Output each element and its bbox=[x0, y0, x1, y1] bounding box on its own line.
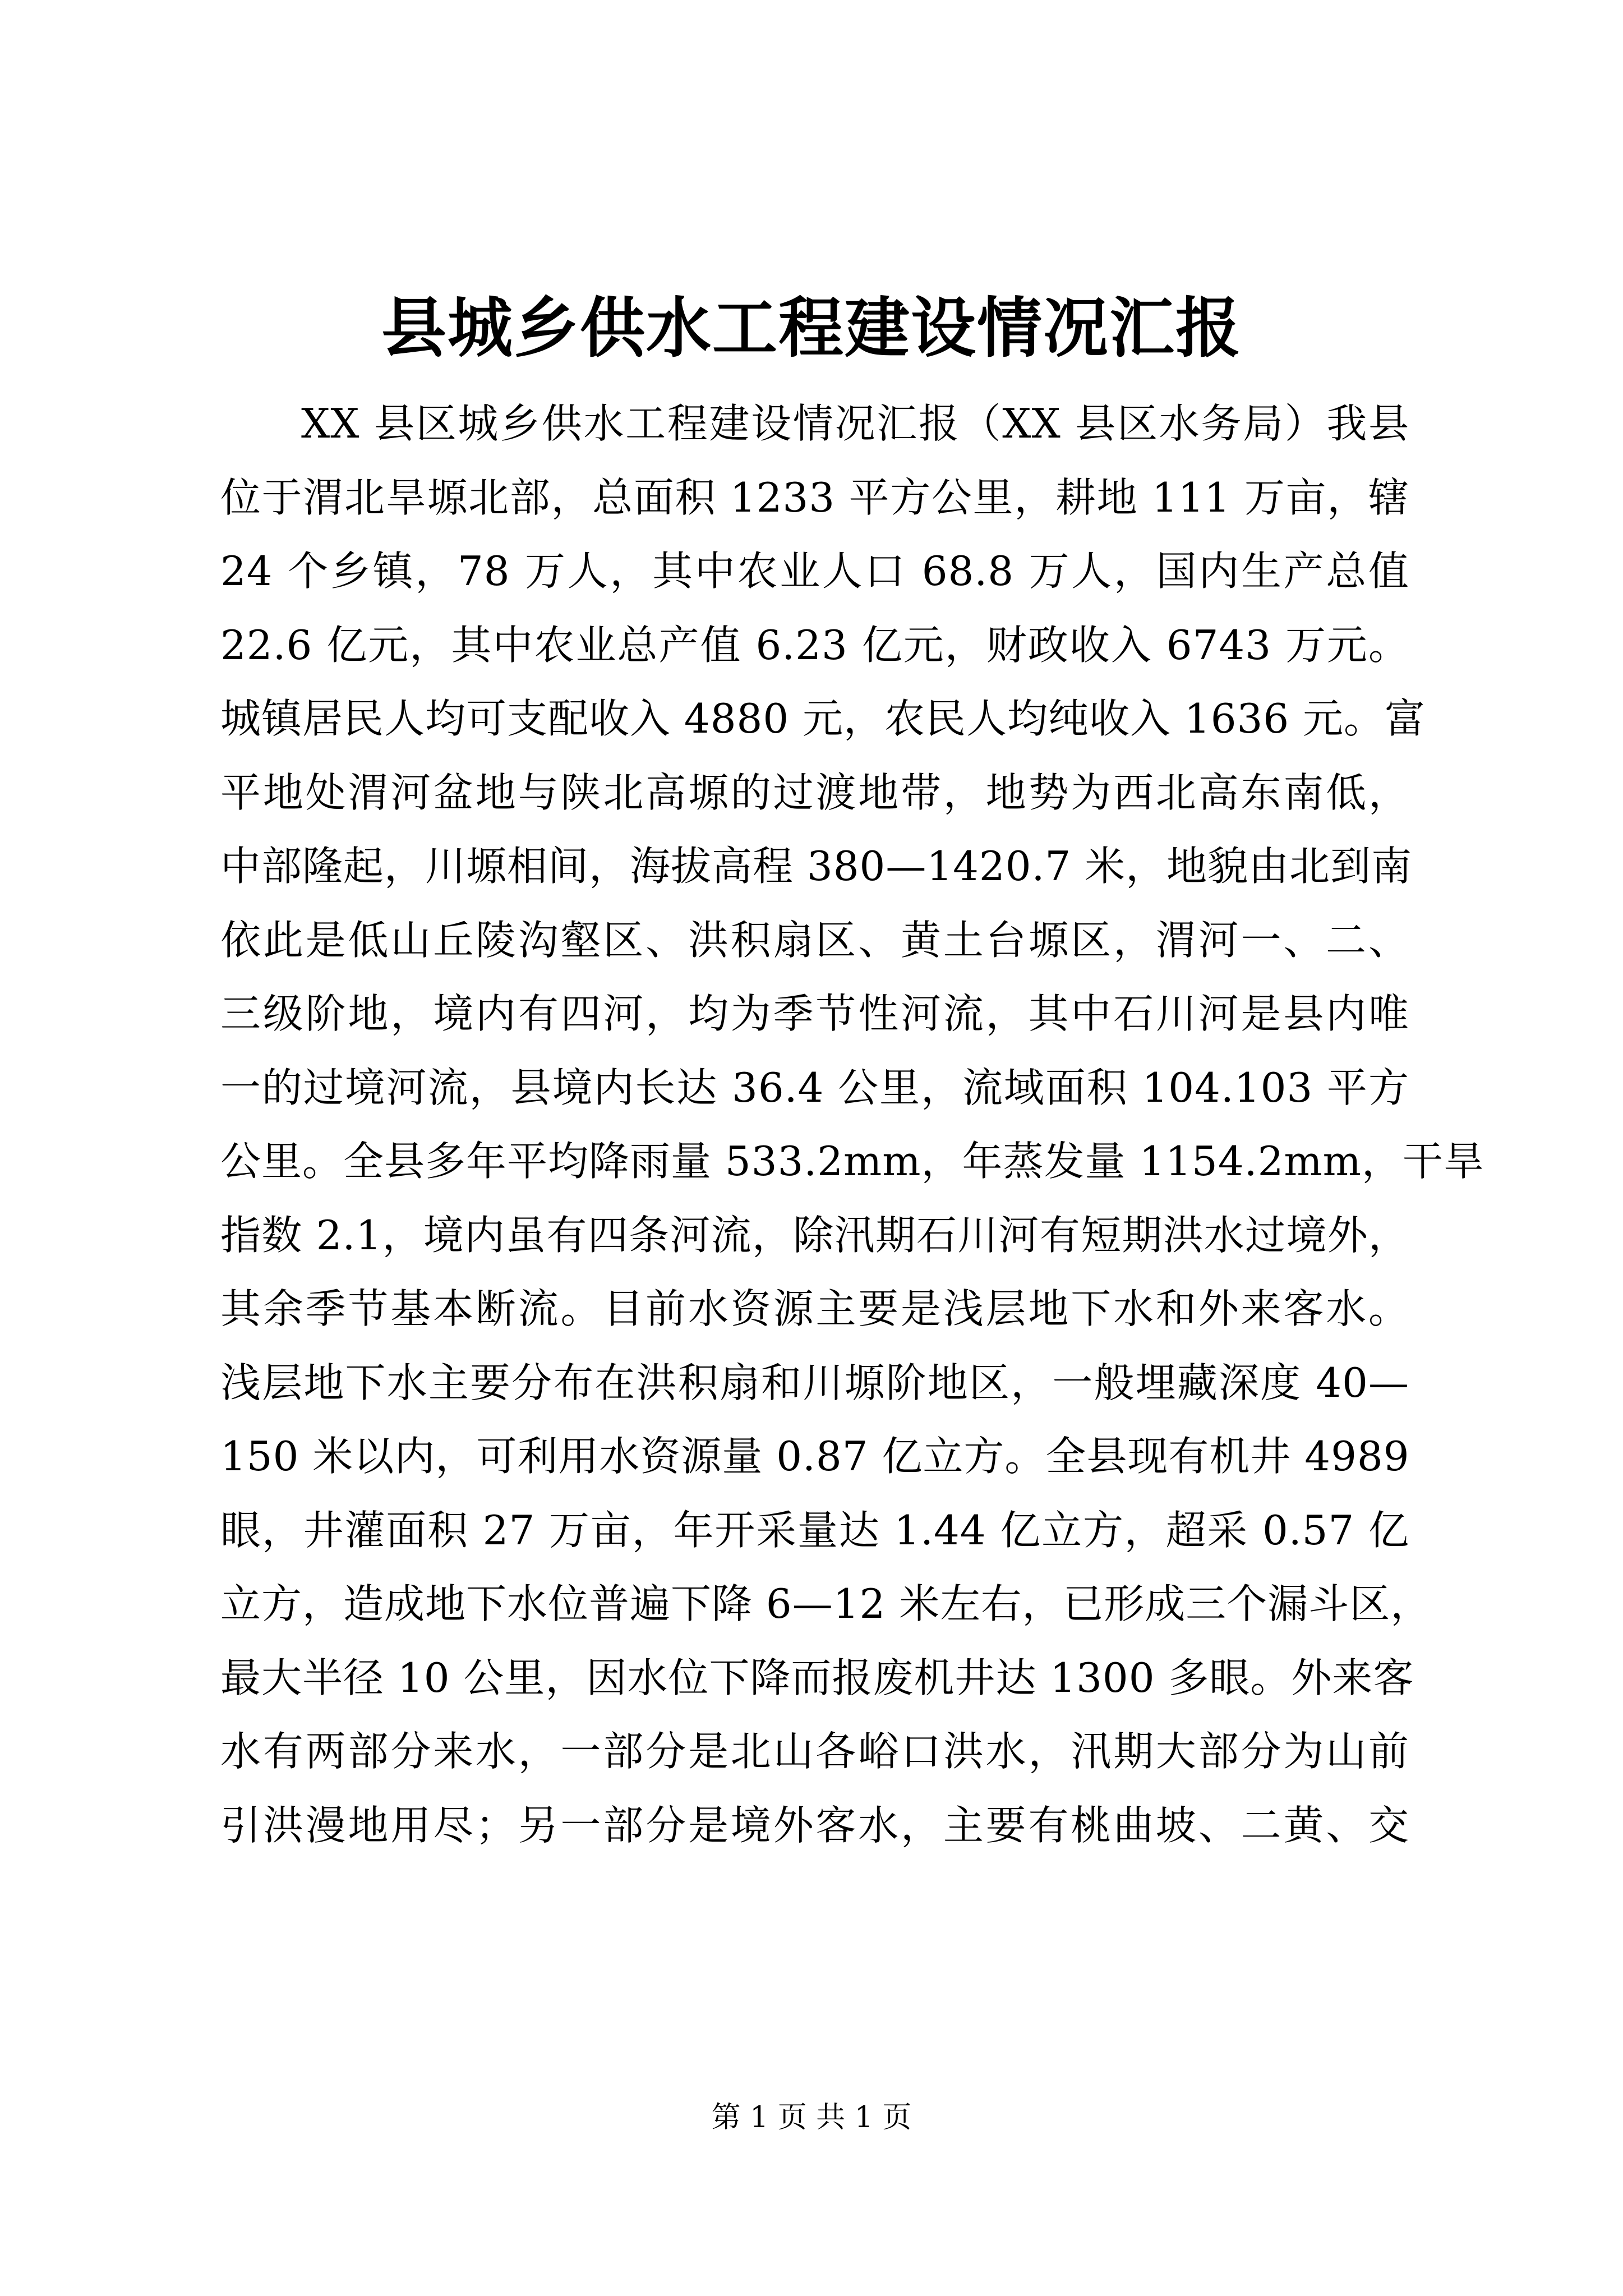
body-line: 公里。全县多年平均降雨量 533.2mm，年蒸发量 1154.2mm，干旱 bbox=[220, 1138, 1484, 1185]
body-line: 150 米以内，可利用水资源量 0.87 亿立方。全县现有机井 4989 bbox=[220, 1433, 1410, 1480]
document-body bbox=[220, 387, 1484, 1862]
body-line: 一的过境河流，县境内长达 36.4 公里，流域面积 104.103 平方 bbox=[220, 1064, 1409, 1111]
body-line: 其余季节基本断流。目前水资源主要是浅层地下水和外来客水。 bbox=[220, 1285, 1409, 1332]
body-line: 24 个乡镇，78 万人，其中农业人口 68.8 万人，国内生产总值 bbox=[220, 547, 1409, 595]
body-line: 眼，井灌面积 27 万亩，年开采量达 1.44 亿立方，超采 0.57 亿 bbox=[220, 1506, 1409, 1554]
body-line: 最大半径 10 公里，因水位下降而报废机井达 1300 多眼。外来客 bbox=[220, 1654, 1414, 1701]
body-line: 平地处渭河盆地与陕北高塬的过渡地带，地势为西北高东南低， bbox=[220, 769, 1409, 816]
page-footer: 第 1 页 共 1 页 bbox=[711, 2101, 912, 2134]
body-line: 中部隆起，川塬相间，海拔高程 380—1420.7 米，地貌由北到南 bbox=[220, 843, 1413, 890]
body-line: 22.6 亿元，其中农业总产值 6.23 亿元，财政收入 6743 万元。 bbox=[220, 621, 1409, 669]
body-line: 位于渭北旱塬北部，总面积 1233 平方公里，耕地 111 万亩，辖 bbox=[220, 473, 1409, 521]
document-title: 县城乡供水工程建设情况汇报 bbox=[381, 290, 1242, 366]
body-line: XX 县区城乡供水工程建设情况汇报（XX 县区水务局）我县 bbox=[301, 400, 1409, 447]
body-line: 引洪漫地用尽；另一部分是境外客水，主要有桃曲坡、二黄、交 bbox=[220, 1801, 1409, 1849]
body-line: 指数 2.1，境内虽有四条河流，除汛期石川河有短期洪水过境外， bbox=[220, 1211, 1409, 1259]
body-line: 三级阶地，境内有四河，均为季节性河流，其中石川河是县内唯 bbox=[220, 990, 1409, 1037]
body-line: 水有两部分来水，一部分是北山各峪口洪水，汛期大部分为山前 bbox=[220, 1728, 1409, 1775]
body-line: 浅层地下水主要分布在洪积扇和川塬阶地区，一般埋藏深度 40— bbox=[220, 1359, 1409, 1406]
body-line: 城镇居民人均可支配收入 4880 元，农民人均纯收入 1636 元。富 bbox=[220, 695, 1426, 742]
body-line: 依此是低山丘陵沟壑区、洪积扇区、黄土台塬区，渭河一、二、 bbox=[220, 916, 1409, 964]
body-line: 立方，造成地下水位普遍下降 6—12 米左右，已形成三个漏斗区， bbox=[220, 1580, 1432, 1627]
